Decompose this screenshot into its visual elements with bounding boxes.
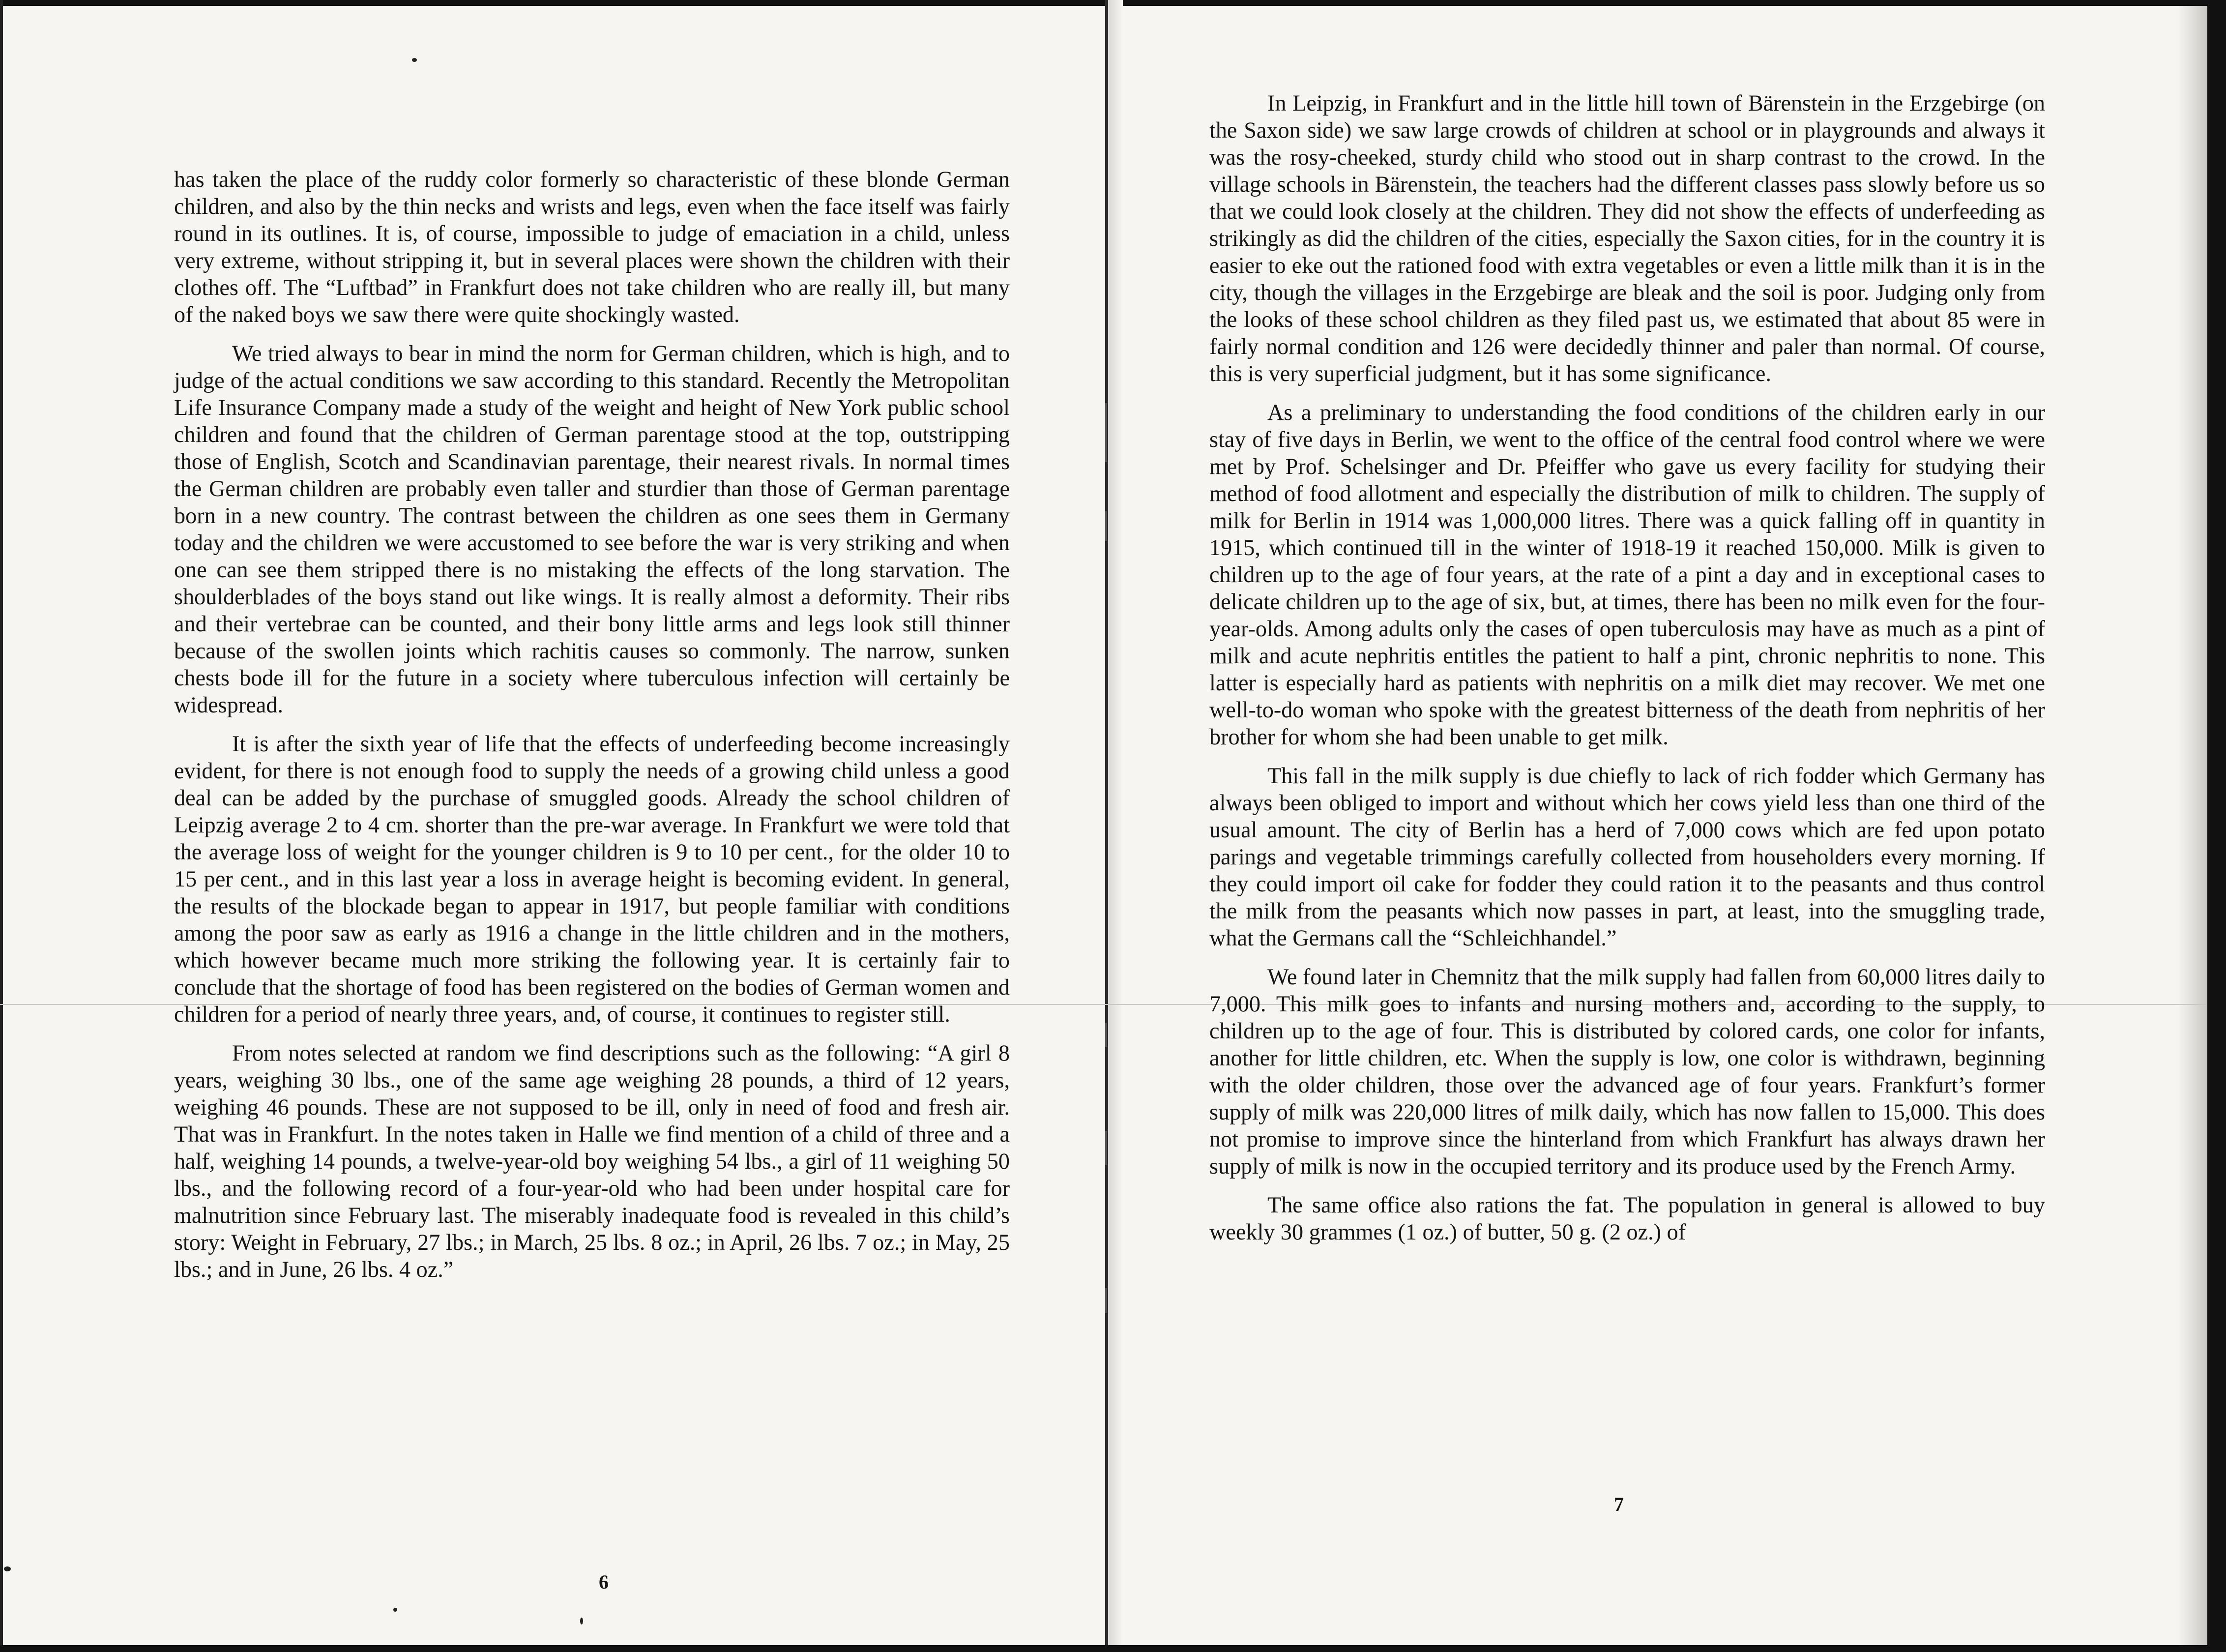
right-page-edge-shadow	[2178, 6, 2207, 1645]
paragraph: has taken the place of the ruddy color formerly so characteristic of these blonde German children, and also by the thin necks and wrists and legs, even when the face itself was fairly round in its outlines. It is, of course, impossible to judge of emaciation in a child, unless very extreme, without stripping it, but in several places were shown the children with their clothes off. The “Luftbad” in Frankfurt does not take children who are really ill, but many of the naked boys we saw there were quite shockingly wasted.	[174, 167, 1010, 327]
paragraph: From notes selected at random we find descriptions such as the following: “A girl 8 years, weighing 30 lbs., one of the same age weighing 28 pounds, a third of 12 years, weighing 46 pounds. These are not supposed to be ill, only in need of food and fresh air. That was in Frankfurt. In the notes taken in Halle we find mention of a child of three and a half, weighing 14 pounds, a twelve-year-old boy weighing 54 lbs., a girl of 11 weighing 50 lbs., and the following record of a four-year-old who had been under hospital care for malnutrition since February last. The miserably inadequate food is revealed in this child’s story: Weight in February, 27 lbs.; in March, 25 lbs. 8 oz.; in April, 26 lbs. 7 oz.; in May, 25 lbs.; and in June, 26 lbs. 4 oz.”	[174, 1040, 1010, 1282]
paragraph: In Leipzig, in Frankfurt and in the little hill town of Bärenstein in the Erzgebirge (on the Saxon side) we saw large crowds of children at school or in playgrounds and always it was the rosy-cheeked, sturdy child who stood out in sharp contrast to the crowd. In the village schools in Bärenstein, the teachers had the different classes pass slowly before us so that we could look closely at the children. They did not show the effects of underfeeding as strikingly as did the children of the cities, especially the Saxon cities, for in the country it is easier to eke out the rationed food with extra vegetables or even a little milk than it is in the city, though the villages in the Erzgebirge are bleak and the soil is poor. Judging only from the looks of these school children as they filed past us, we estimated that about 85 were in fairly normal condition and 126 were decidedly thinner and paler than normal. Of course, this is very superficial judgment, but it has some significance.	[1209, 90, 2045, 386]
scan-speck	[393, 1608, 397, 1612]
paragraph: This fall in the milk supply is due chiefly to lack of rich fodder which Germany has always been obliged to import and without which her cows yield less than one third of the usual amount. The city of Berlin has a herd of 7,000 cows which are fed upon potato parings and vegetable trimmings carefully collected from householders every morning. If they could import oil cake for fodder they could ration it to the peasants and thus control the milk from the peasants which now passes in part, at least, into the smuggling trade, what the Germans call the “Schleichhandel.”	[1209, 763, 2045, 950]
paragraph: The same office also rations the fat. The population in general is allowed to buy weekly 30 grammes (1 oz.) of butter, 50 g. (2 oz.) of	[1209, 1192, 2045, 1244]
right-page-text-column	[1209, 89, 2045, 1257]
scan-speck	[412, 58, 417, 62]
gutter-mark	[1105, 511, 1107, 541]
gutter-mark	[1105, 403, 1107, 462]
scan-border-right	[2207, 0, 2226, 1652]
scan-speck	[580, 1618, 583, 1624]
gutter-mark	[1105, 1288, 1107, 1313]
scan-border-left	[0, 0, 3, 1652]
page-number: 7	[1614, 1493, 1624, 1515]
gutter-mark	[1105, 1023, 1107, 1047]
paragraph: We found later in Chemnitz that the milk supply had fallen from 60,000 litres daily to 7,000. This milk goes to infants and nursing mothers and, according to the supply, to children up to the age of four. This is distributed by colored cards, one color for infants, another for little children, etc. When the supply is low, one color is withdrawn, beginning with the older children, those over the advanced age of four years. Frankfurt’s former supply of milk was 220,000 litres of milk daily, which has now fallen to 15,000. This does not promise to improve since the hinterland from which Frankfurt has always drawn her supply of milk is now in the occupied territory and its produce used by the French Army.	[1209, 964, 2045, 1179]
spine-shadow	[1108, 0, 1123, 1645]
left-page-text-column	[174, 166, 1010, 1295]
scan-speck	[4, 1566, 11, 1571]
paragraph: We tried always to bear in mind the norm for German children, which is high, and to judge of the actual conditions we saw according to this standard. Recently the Metropolitan Life Insurance Company made a study of the weight and height of New York public school children and found that the children of German parentage stood at the top, outstripping those of English, Scotch and Scandinavian parentage, their nearest rivals. In normal times the German children are probably even taller and sturdier than those of German parentage born in a new country. The contrast between the children as one sees them in Germany today and the children we were accustomed to see before the war is very striking and when one can see them stripped there is no mistaking the effects of the long starvation. The shoulderblades of the boys stand out like wings. It is really almost a deformity. Their ribs and their vertebrae can be counted, and their bony little arms and legs look still thinner because of the swollen joints which rachitis causes so commonly. The narrow, sunken chests bode ill for the future in a society where tuberculous infection will certainly be widespread.	[174, 341, 1010, 717]
paragraph: It is after the sixth year of life that the effects of underfeeding become increasingly evident, for there is not enough food to supply the needs of a growing child unless a good deal can be added by the purchase of smuggled goods. Already the school children of Leipzig average 2 to 4 cm. shorter than the pre-war average. In Frankfurt we were told that the average loss of weight for the younger children is 9 to 10 per cent., for the older 10 to 15 per cent., and in this last year a loss in average height is becoming evident. In general, the results of the blockade began to appear in 1917, but people familiar with conditions among the poor saw as early as 1916 a change in the little children and in the mothers, which however became much more striking the following year. It is certainly fair to conclude that the shortage of food has been registered on the bodies of German women and children for a period of nearly three years, and, of course, it continues to register still.	[174, 731, 1010, 1027]
gutter-mark	[1105, 1131, 1107, 1165]
paragraph: As a preliminary to understanding the food conditions of the children early in our stay of five days in Berlin, we went to the office of the central food control where we were met by Prof. Schelsinger and Dr. Pfeiffer who gave us every facility for studying their method of food allotment and especially the distribution of milk to children. The supply of milk for Berlin in 1914 was 1,000,000 litres. There was a quick falling off in quantity in 1915, which continued till in the winter of 1918-19 it reached 150,000. Milk is given to children up to the age of four years, at the rate of a pint a day and in exceptional cases to delicate children up to the age of six, but, at times, there has been no milk even for the four-year-olds. Among adults only the cases of open tuberculosis may have as much as a pint of milk and acute nephritis entitles the patient to half a pint, chronic nephritis to none. This latter is especially hard as patients with nephritis on a milk diet may recover. We met one well-to-do woman who spoke with the greatest bitterness of the death from nephritis of her brother for whom she had been unable to get milk.	[1209, 400, 2045, 749]
page-number: 6	[599, 1571, 609, 1593]
scan-border-bottom	[0, 1645, 2226, 1652]
